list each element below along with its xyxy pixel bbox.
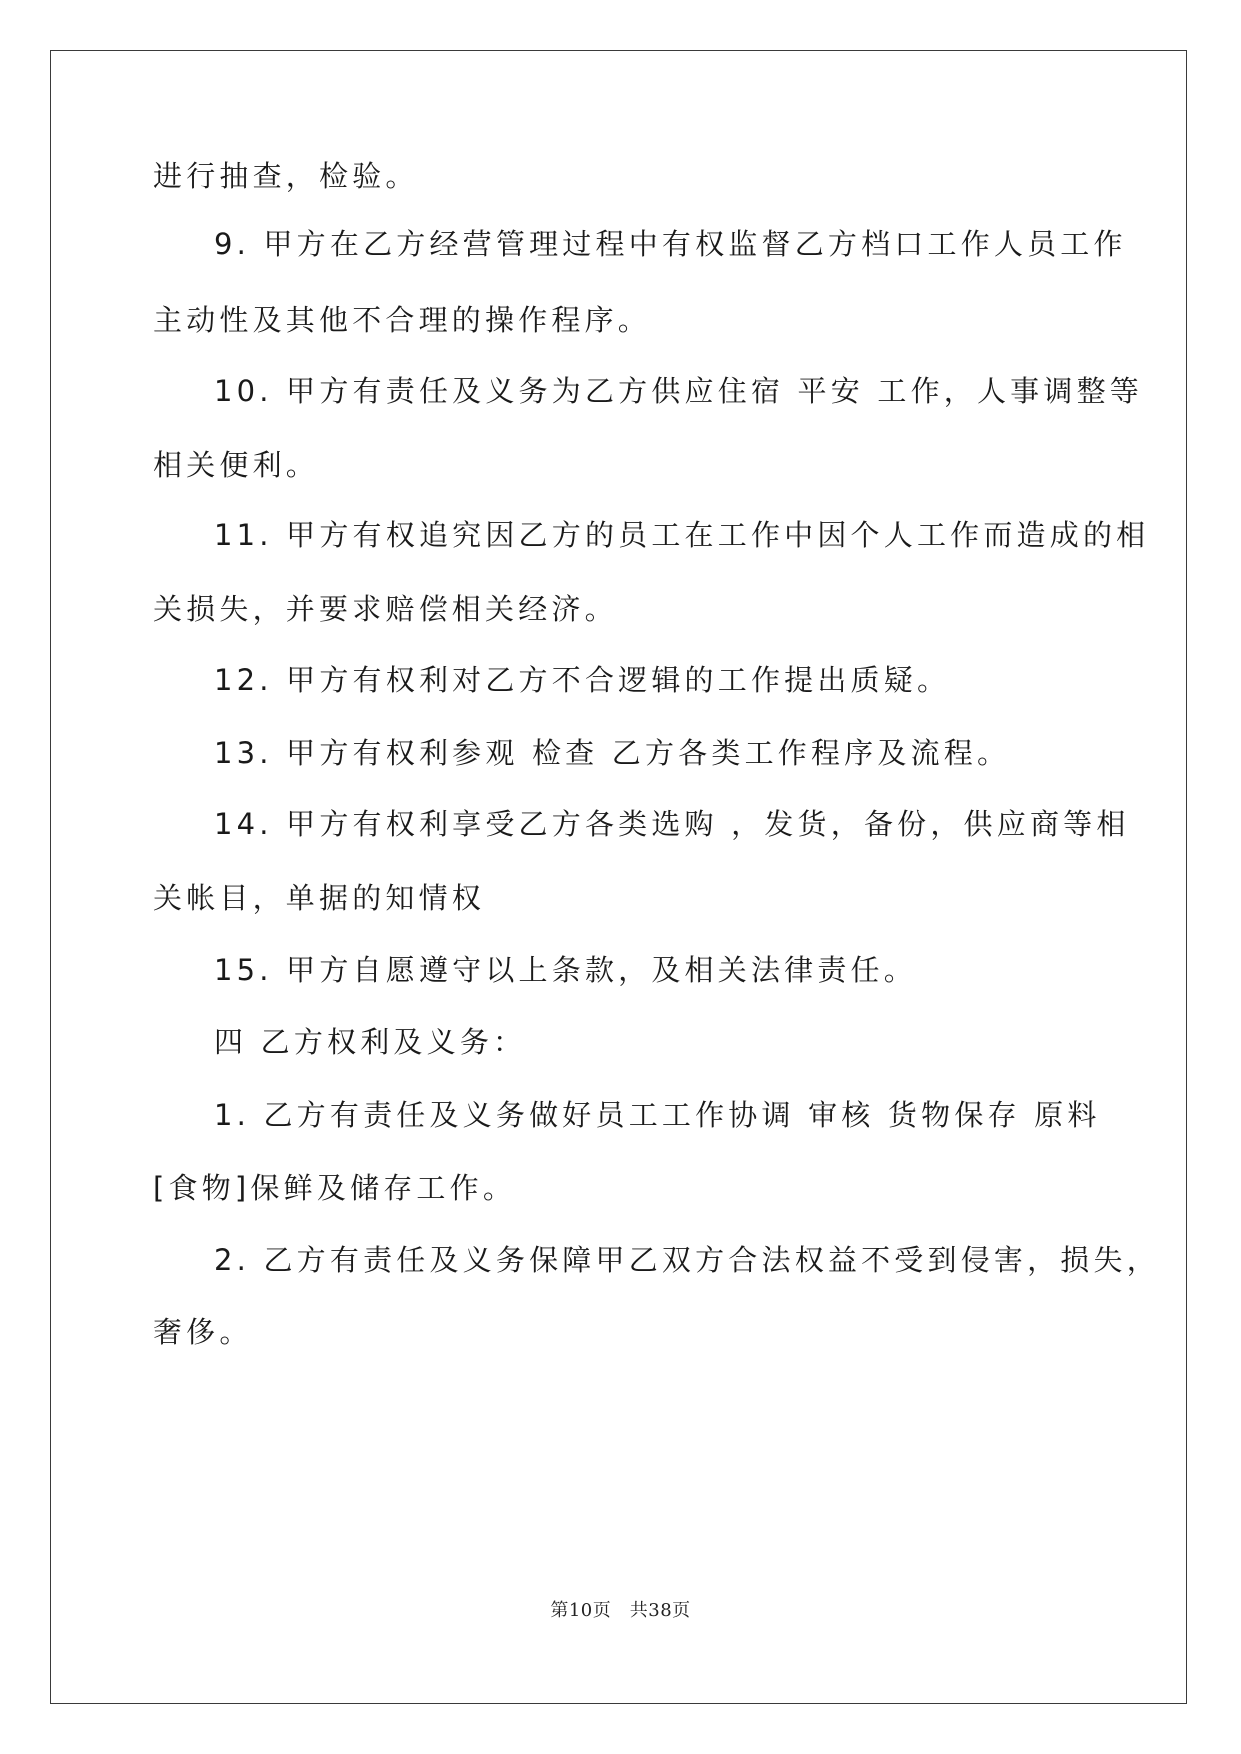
section-heading-4: 四 乙方权利及义务： [214,1025,527,1059]
text-line: 关损失，并要求赔偿相关经济。 [153,592,618,626]
text-line: 奢侈。 [153,1315,253,1349]
text-line: 相关便利。 [153,448,320,482]
party-b-clause-2: 2. 乙方有责任及义务保障甲乙双方合法权益不受到侵害，损失， [214,1243,1160,1277]
clause-11: 11. 甲方有权追究因乙方的员工在工作中因个人工作而造成的相 [214,518,1150,552]
clause-9: 9. 甲方在乙方经营管理过程中有权监督乙方档口工作人员工作 [214,227,1127,261]
clause-14: 14. 甲方有权利享受乙方各类选购 ，发货，备份，供应商等相 [214,807,1130,841]
clause-10: 10. 甲方有责任及义务为乙方供应住宿 平安 工作，人事调整等 [214,374,1143,408]
text-line: [食物]保鲜及储存工作。 [153,1171,517,1205]
text-line: 关帐目，单据的知情权 [153,881,486,915]
page-number-footer: 第10页 共38页 [550,1600,691,1621]
clause-15: 15. 甲方自愿遵守以上条款，及相关法律责任。 [214,953,917,987]
clause-12: 12. 甲方有权利对乙方不合逻辑的工作提出质疑。 [214,663,951,697]
text-line: 主动性及其他不合理的操作程序。 [153,303,652,337]
page-border [50,50,1187,1704]
text-line: 进行抽查，检验。 [153,159,419,193]
clause-13: 13. 甲方有权利参观 检查 乙方各类工作程序及流程。 [214,736,1011,770]
party-b-clause-1: 1. 乙方有责任及义务做好员工工作协调 审核 货物保存 原料 [214,1098,1101,1132]
